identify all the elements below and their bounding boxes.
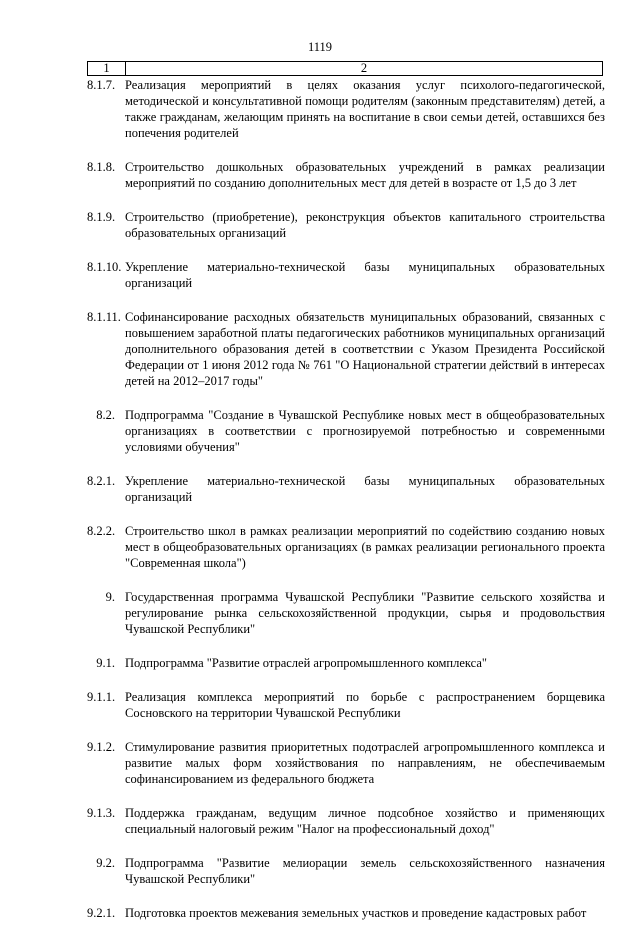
row-number: 9.2.: [96, 856, 115, 870]
table-row: [87, 905, 607, 921]
row-text: Поддержка гражданам, ведущим личное подсобное хозяйство и применяющих специальный налоговый режим "Налог на профессиональный доход": [125, 806, 605, 836]
row-text: Государственная программа Чувашской Республики "Развитие сельского хозяйства и регулирование рынка сельскохозяйственной продукции, сырья и продовольствия Чувашской Республики": [125, 590, 605, 636]
row-number: 9.1.3.: [87, 806, 116, 820]
table-row: [87, 209, 607, 241]
row-text: Реализация мероприятий в целях оказания услуг психолого-педагогической, методической и консультативной помощи родителям (законным представителям) детей, а также гражданам, желающим принять на воспитание в свои семьи детей, оставшихся без попечения родителей: [125, 78, 605, 140]
page-number: 1119: [307, 40, 333, 54]
table-row: [87, 407, 607, 455]
row-number: 9.2.1.: [87, 906, 116, 920]
table-row: [87, 855, 607, 887]
row-number: 8.1.10.: [87, 260, 122, 274]
row-number: 8.2.: [96, 408, 115, 422]
row-number: 9.1.: [96, 656, 115, 670]
row-text: Подпрограмма "Развитие отраслей агропромышленного комплекса": [125, 656, 488, 670]
table-row: [87, 689, 607, 721]
row-number: 8.1.7.: [87, 78, 116, 92]
row-text: Укрепление материально-технической базы муниципальных образовательных организаций: [125, 260, 605, 290]
table-row: [87, 159, 607, 191]
row-text: Строительство школ в рамках реализации мероприятий по содействию созданию новых мест в общеобразовательных организациях (в рамках реализации регионального проекта "Современная школа"): [125, 524, 605, 570]
table-header: [87, 61, 603, 76]
row-number: 8.2.2.: [87, 524, 116, 538]
row-text: Софинансирование расходных обязательств муниципальных образований, связанных с повышением заработной платы педагогических работников муниципальных организаций дополнительного образования детей в соответствии с Указом Президента Российской Федерации от 1 июня 2012 года № 761 "О Национальной стратегии действий в интересах детей на 2012–2017 годы": [125, 310, 605, 388]
row-text: Строительство (приобретение), реконструкция объектов капитального строительства образовательных организаций: [125, 210, 605, 240]
row-text: Укрепление материально-технической базы муниципальных образовательных организаций: [125, 474, 605, 504]
row-text: Подготовка проектов межевания земельных участков и проведение кадастровых работ: [125, 906, 587, 920]
table-row: [87, 259, 607, 291]
table-row: [87, 77, 607, 141]
row-text: Подпрограмма "Создание в Чувашской Республике новых мест в общеобразовательных организациях в соответствии с прогнозируемой потребностью и современными условиями обучения": [125, 408, 605, 454]
column-header-2: 2: [126, 62, 603, 76]
row-text: Реализация комплекса мероприятий по борьбе с распространением борщевика Сосновского на территории Чувашской Республики: [125, 690, 605, 720]
table-row: [87, 589, 607, 637]
row-number: 8.1.8.: [87, 160, 116, 174]
table-row: [87, 739, 607, 787]
table-row: [87, 805, 607, 837]
table-row: [87, 523, 607, 571]
column-header-1: 1: [88, 62, 126, 76]
table-row: [87, 309, 607, 389]
row-number: 8.1.9.: [87, 210, 116, 224]
table-row: [87, 655, 607, 671]
row-number: 9.: [105, 590, 115, 604]
row-text: Стимулирование развития приоритетных подотраслей агропромышленного комплекса и развитие малых форм хозяйствования по направлениям, не обеспечиваемым софинансированием из федерального бюджета: [125, 740, 605, 786]
row-number: 8.2.1.: [87, 474, 116, 488]
row-text: Строительство дошкольных образовательных учреждений в рамках реализации мероприятий по созданию дополнительных мест для детей в возрасте от 1,5 до 3 лет: [125, 160, 605, 190]
table-row: [87, 473, 607, 505]
row-number: 9.1.1.: [87, 690, 116, 704]
table-body: [87, 77, 607, 939]
row-text: Подпрограмма "Развитие мелиорации земель сельскохозяйственного назначения Чувашской Республики": [125, 856, 605, 886]
row-number: 9.1.2.: [87, 740, 116, 754]
row-number: 8.1.11.: [87, 310, 121, 324]
